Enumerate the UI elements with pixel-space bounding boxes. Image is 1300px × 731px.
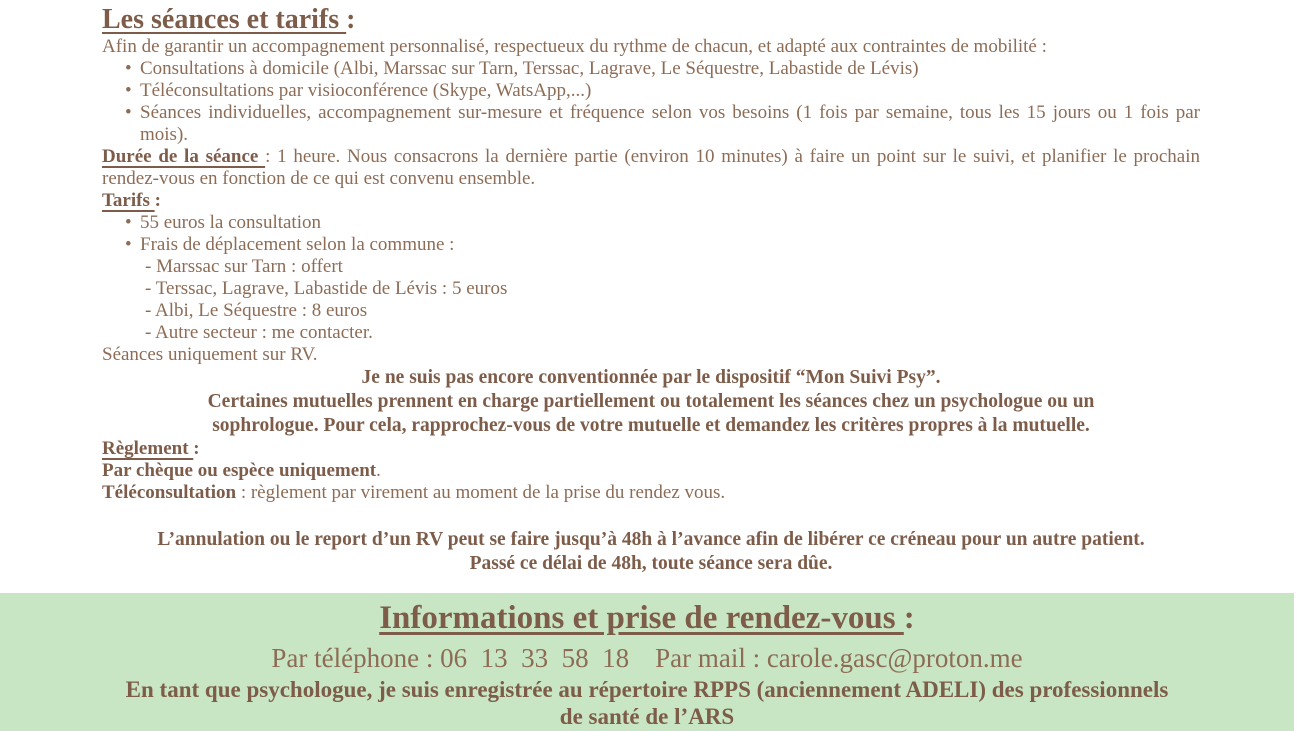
teleconsultation-bold: Téléconsultation — [102, 482, 237, 503]
reglement-cheque-rest: . — [376, 460, 381, 481]
annulation-line2: Passé ce délai de 48h, toute séance sera dûe. — [469, 553, 833, 574]
page-title — [102, 3, 1200, 36]
mutuelle-notice-line3: sophrologue. Pour cela, rapprochez-vous de votre mutuelle et demandez les critères propres à la mutuelle. — [212, 415, 1090, 436]
list-item-label: 55 euros la consultation — [140, 212, 321, 233]
sub-item-marssac: - Marssac sur Tarn : offert — [145, 256, 343, 277]
list-item-prix-consultation — [102, 212, 1200, 234]
mutuelle-notice-line2: Certaines mutuelles prennent en charge partiellement ou totalement les séances chez un psychologue ou un — [207, 391, 1095, 412]
list-item-label: Séances individuelles, accompagnement sur-mesure et fréquence selon vos besoins (1 fois par semaine, tous les 15 jours ou 1 fois par — [140, 102, 1200, 123]
phone-number: 06 13 33 58 18 — [440, 643, 630, 673]
list-item-domicile — [102, 58, 1200, 80]
reglement-cheque-bold: Par chèque ou espèce uniquement — [102, 460, 377, 481]
phone-label: Par téléphone : — [271, 643, 441, 673]
list-item-label: Frais de déplacement selon la commune : — [140, 234, 455, 255]
reglement-teleconsultation-line — [102, 482, 1200, 504]
page-title-text: Les séances et tarifs — [102, 4, 347, 35]
bullet-dot-icon: • — [125, 212, 132, 233]
email-address: carole.gasc@proton.me — [766, 643, 1023, 673]
list-item-label: mois). — [140, 124, 189, 145]
list-item-seances-individuelles — [102, 102, 1200, 124]
list-item-label: Consultations à domicile (Albi, Marssac sur Tarn, Terssac, Lagrave, Le Séquestre, Labastide de Lévis) — [140, 58, 919, 79]
sub-item-albi: - Albi, Le Séquestre : 8 euros — [145, 300, 368, 321]
teleconsultation-rest: : règlement par virement au moment de la prise du rendez vous. — [236, 482, 726, 503]
reglement-heading-text: Règlement — [102, 438, 194, 459]
tarifs-heading-text: Tarifs — [102, 190, 155, 211]
duree-text: : 1 heure. Nous consacrons la dernière partie (environ 10 minutes) à faire un point sur le suivi, et planifier le prochain — [265, 146, 1200, 167]
footer-title — [0, 596, 1294, 640]
footer-contact-band — [0, 593, 1294, 731]
rv-note: Séances uniquement sur RV. — [102, 344, 318, 365]
reglement-cheque-line — [102, 460, 1200, 482]
duree-paragraph-line2: rendez-vous en fonction de ce qui est convenu ensemble. — [102, 168, 536, 189]
tarifs-heading — [102, 190, 1200, 212]
annulation-notice — [102, 528, 1200, 576]
footer-title-text: Informations et prise de rendez-vous — [379, 600, 904, 636]
reglement-heading-colon: : — [193, 438, 200, 459]
bullet-dot-icon: • — [125, 234, 132, 255]
tarifs-heading-colon: : — [154, 190, 161, 211]
rpps-notice-line2: de santé de l’ARS — [559, 704, 735, 729]
rpps-notice-line1: En tant que psychologue, je suis enregistrée au répertoire RPPS (anciennement ADELI) des professionnels — [125, 677, 1169, 702]
annulation-line1: L’annulation ou le report d’un RV peut se faire jusqu’à 48h à l’avance afin de libérer ce créneau pour un autre patient. — [157, 529, 1145, 550]
bullet-dot-icon: • — [125, 102, 132, 123]
list-item-label: Téléconsultations par visioconférence (Skype, WatsApp,...) — [140, 80, 592, 101]
bullet-dot-icon: • — [125, 58, 132, 79]
bullet-dot-icon: • — [125, 80, 132, 101]
page-title-colon: : — [346, 4, 356, 35]
list-item-teleconsultations — [102, 80, 1200, 102]
list-item-frais-deplacement — [102, 234, 1200, 256]
sub-item-autre-secteur: - Autre secteur : me contacter. — [145, 322, 373, 343]
sub-item-terssac: - Terssac, Lagrave, Labastide de Lévis : 5 euros — [145, 278, 508, 299]
reglement-heading — [102, 438, 1200, 460]
intro-text: Afin de garantir un accompagnement personnalisé, respectueux du rythme de chacun, et adapté aux contraintes de mobilité : — [102, 36, 1047, 57]
contact-line — [0, 640, 1294, 676]
duree-heading: Durée de la séance — [102, 146, 266, 167]
mail-label: Par mail : — [655, 643, 767, 673]
footer-title-colon: : — [903, 600, 915, 636]
mutuelle-notice-line1: Je ne suis pas encore conventionnée par le dispositif “Mon Suivi Psy”. — [361, 367, 941, 388]
list-item-continuation — [102, 124, 1200, 146]
duree-paragraph — [102, 146, 1200, 168]
